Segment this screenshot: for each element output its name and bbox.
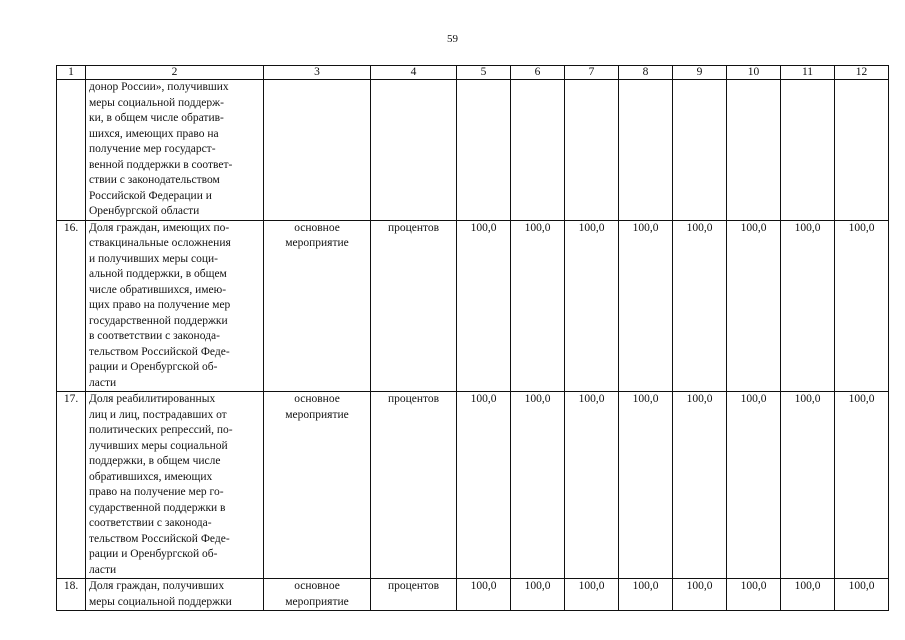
header-cell: 6 xyxy=(511,66,565,80)
description-line: лучивших меры социальной xyxy=(89,439,228,452)
value-cell: 100,0 xyxy=(457,392,511,579)
value-cell: 100,0 xyxy=(835,392,889,579)
value-cell: 100,0 xyxy=(673,220,727,392)
header-cell: 2 xyxy=(86,66,264,80)
value-cell: 100,0 xyxy=(457,220,511,392)
description-line: ствакцинальные осложнения xyxy=(89,237,231,249)
page-number: 59 xyxy=(447,33,458,45)
measure-type-line: мероприятие xyxy=(285,595,349,608)
description-line: Оренбургской области xyxy=(89,205,200,217)
description-line: рации и Оренбургской об- xyxy=(89,361,218,373)
description-line: Доля реабилитированных xyxy=(89,393,216,405)
description-line: в соответствии с законода- xyxy=(89,330,220,342)
header-cell: 5 xyxy=(457,66,511,80)
value-cell xyxy=(673,80,727,221)
description-line: венной поддержки в соответ- xyxy=(89,158,233,171)
measure-type-line: основное xyxy=(294,393,340,405)
description-line: соответствии с законода- xyxy=(89,517,212,529)
value-cell xyxy=(727,80,781,221)
header-cell: 1 xyxy=(57,66,86,80)
indicator-table xyxy=(56,65,889,611)
description-line: ласти xyxy=(89,563,117,576)
measure-type-line: мероприятие xyxy=(285,408,349,421)
description-line: меры социальной поддержки xyxy=(89,595,232,608)
header-cell: 8 xyxy=(619,66,673,80)
description-line: обратившихся, имеющих xyxy=(89,470,213,483)
value-cell: 100,0 xyxy=(727,579,781,611)
measure-type-line: основное xyxy=(294,580,340,592)
value-cell: 100,0 xyxy=(673,579,727,611)
description-line: сударственной поддержки в xyxy=(89,501,226,514)
value-cell: 100,0 xyxy=(511,579,565,611)
header-cell: 7 xyxy=(565,66,619,80)
row-number: 18. xyxy=(57,579,86,611)
indicator-description xyxy=(86,80,264,221)
value-cell: 100,0 xyxy=(619,392,673,579)
value-cell: 100,0 xyxy=(511,220,565,392)
value-cell: 100,0 xyxy=(727,392,781,579)
value-cell xyxy=(835,80,889,221)
measure-type xyxy=(264,80,371,221)
measure-type xyxy=(264,220,371,392)
value-cell: 100,0 xyxy=(565,220,619,392)
description-line: Российской Федерации и xyxy=(89,189,212,202)
value-cell: 100,0 xyxy=(511,392,565,579)
measure-type xyxy=(264,579,371,611)
description-line: ствии с законодательством xyxy=(89,174,220,186)
unit-of-measure: процентов xyxy=(371,392,457,579)
indicator-description xyxy=(86,220,264,392)
description-line: шихся, имеющих право на xyxy=(89,127,219,140)
unit-of-measure: процентов xyxy=(371,579,457,611)
table-body xyxy=(57,80,889,611)
measure-type-line: основное xyxy=(294,221,340,234)
value-cell: 100,0 xyxy=(781,579,835,611)
description-line: тельством Российской Феде- xyxy=(89,532,230,545)
header-row xyxy=(57,66,889,80)
value-cell: 100,0 xyxy=(727,220,781,392)
unit-of-measure xyxy=(371,80,457,221)
measure-type-line: мероприятие xyxy=(285,237,349,249)
description-line: и получивших меры соци- xyxy=(89,252,218,265)
value-cell: 100,0 xyxy=(565,579,619,611)
description-line: ласти xyxy=(89,376,117,389)
measure-type xyxy=(264,392,371,579)
value-cell: 100,0 xyxy=(673,392,727,579)
indicator-description xyxy=(86,579,264,611)
value-cell: 100,0 xyxy=(565,392,619,579)
table-header xyxy=(57,66,889,80)
table-row xyxy=(57,579,889,611)
header-cell: 10 xyxy=(727,66,781,80)
header-cell: 12 xyxy=(835,66,889,80)
description-line: ки, в общем числе обратив- xyxy=(89,112,224,124)
header-cell: 3 xyxy=(264,66,371,80)
description-line: получение мер государст- xyxy=(89,143,216,155)
indicator-description xyxy=(86,392,264,579)
description-line: щих право на получение мер xyxy=(89,299,231,311)
row-number: 16. xyxy=(57,220,86,392)
description-line: политических репрессий, по- xyxy=(89,424,233,436)
row-number xyxy=(57,80,86,221)
description-line: альной поддержки, в общем xyxy=(89,268,227,280)
value-cell: 100,0 xyxy=(835,579,889,611)
description-line: числе обратившихся, имею- xyxy=(89,283,227,296)
description-line: меры социальной поддерж- xyxy=(89,96,224,109)
value-cell: 100,0 xyxy=(781,392,835,579)
value-cell xyxy=(565,80,619,221)
row-number: 17. xyxy=(57,392,86,579)
table-row xyxy=(57,80,889,221)
table-row xyxy=(57,392,889,579)
description-line: тельством Российской Феде- xyxy=(89,345,230,358)
value-cell: 100,0 xyxy=(619,579,673,611)
description-line: донор России», получивших xyxy=(89,81,229,93)
value-cell xyxy=(511,80,565,221)
value-cell xyxy=(457,80,511,221)
description-line: поддержки, в общем числе xyxy=(89,455,221,467)
description-line: Доля граждан, имеющих по- xyxy=(89,221,230,234)
description-line: лиц и лиц, пострадавших от xyxy=(89,408,227,421)
value-cell: 100,0 xyxy=(835,220,889,392)
value-cell: 100,0 xyxy=(619,220,673,392)
header-cell: 9 xyxy=(673,66,727,80)
table-row xyxy=(57,220,889,392)
description-line: государственной поддержки xyxy=(89,314,228,327)
description-line: право на получение мер го- xyxy=(89,486,224,498)
description-line: рации и Оренбургской об- xyxy=(89,548,218,560)
value-cell: 100,0 xyxy=(457,579,511,611)
header-cell: 4 xyxy=(371,66,457,80)
header-cell: 11 xyxy=(781,66,835,80)
value-cell xyxy=(619,80,673,221)
description-line: Доля граждан, получивших xyxy=(89,580,225,592)
value-cell: 100,0 xyxy=(781,220,835,392)
value-cell xyxy=(781,80,835,221)
unit-of-measure: процентов xyxy=(371,220,457,392)
